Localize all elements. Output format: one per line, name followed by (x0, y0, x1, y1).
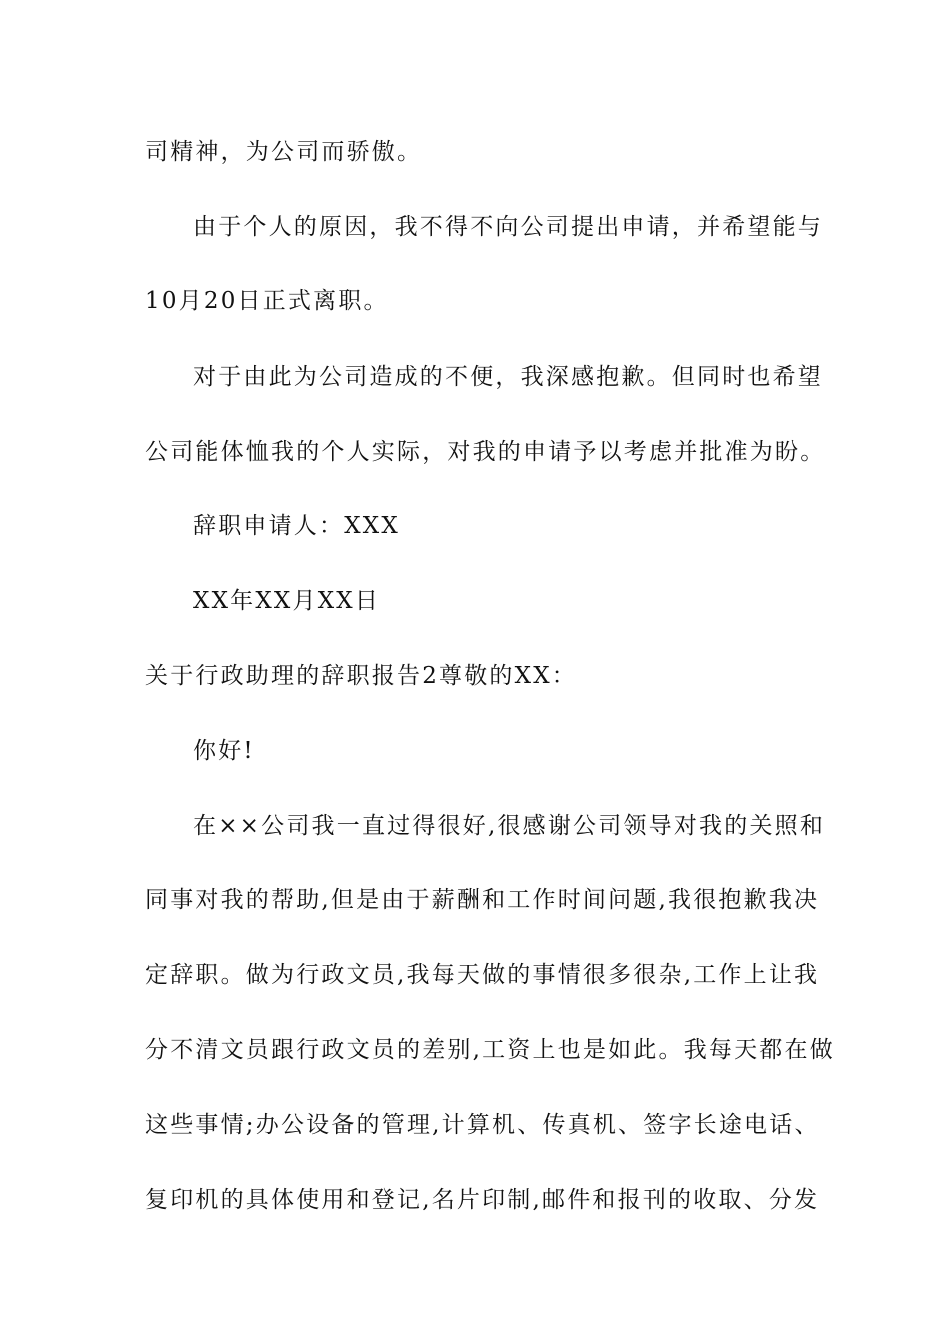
greeting-line: 你好! (193, 738, 255, 764)
text-line: 10月20日正式离职。 (145, 288, 389, 314)
text-line: 这些事情;办公设备的管理,计算机、传真机、签字长途电话、 (145, 1112, 820, 1138)
signature-line: 辞职申请人：XXX (193, 513, 400, 539)
paragraph-line: 在××公司我一直过得很好,很感谢公司领导对我的关照和 (193, 813, 826, 839)
text-line: 同事对我的帮助,但是由于薪酬和工作时间问题,我很抱歉我决 (145, 887, 820, 913)
text-line: 司精神，为公司而骄傲。 (145, 139, 423, 165)
paragraph-line: 由于个人的原因，我不得不向公司提出申请，并希望能与 (193, 214, 823, 240)
date-line: XX年XX月XX日 (193, 588, 381, 614)
text-line: 分不清文员跟行政文员的差别,工资上也是如此。我每天都在做 (145, 1037, 835, 1063)
text-line: 公司能体恤我的个人实际，对我的申请予以考虑并批准为盼。 (145, 439, 826, 465)
text-line: 复印机的具体使用和登记,名片印制,邮件和报刊的收取、分发 (145, 1187, 820, 1213)
paragraph-line: 对于由此为公司造成的不便，我深感抱歉。但同时也希望 (193, 364, 823, 390)
text-line: 定辞职。做为行政文员,我每天做的事情很多很杂,工作上让我 (145, 962, 820, 988)
section-heading: 关于行政助理的辞职报告2尊敬的XX： (145, 663, 577, 689)
